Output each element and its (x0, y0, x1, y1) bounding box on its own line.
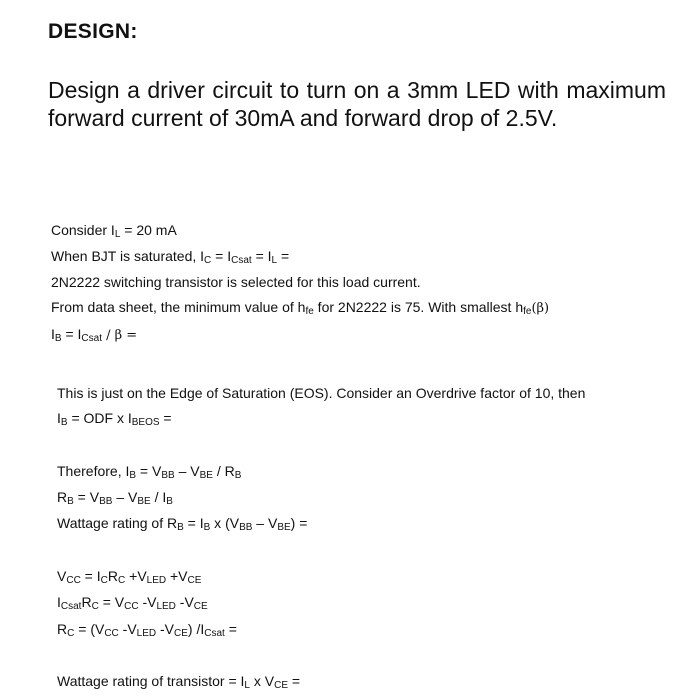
line-rb-wattage: Wattage rating of RB = IB x (VBB – VBE) = (57, 515, 308, 533)
line-rb-equation: RB = VBB – VBE / IB (57, 489, 173, 507)
line-ib-odf: IB = ODF x IBEOS = (57, 410, 172, 428)
section-heading: DESIGN: (48, 20, 138, 43)
line-therefore-ib: Therefore, IB = VBB – VBE / RB (57, 463, 242, 481)
line-datasheet-hfe: From data sheet, the minimum value of hfe for 2N2222 is 75. With smallest hfe(β) (51, 299, 550, 317)
line-vcc-equation: VCC = ICRC +VLED +VCE (57, 568, 202, 586)
line-transistor-selected: 2N2222 switching transistor is selected for this load current. (51, 274, 421, 290)
line-ib-equation: IB = ICsat / β = (51, 326, 138, 344)
line-bjt-saturated: When BJT is saturated, IC = ICsat = IL = (51, 248, 290, 266)
line-consider-il: Consider IL = 20 mA (51, 222, 177, 240)
line-edge-of-saturation: This is just on the Edge of Saturation (EOS). Consider an Overdrive factor of 10, then (57, 385, 586, 401)
line-rc-equation: RC = (VCC -VLED -VCE) /ICsat = (57, 621, 237, 639)
line-transistor-wattage: Wattage rating of transistor = IL x VCE = (57, 673, 301, 691)
problem-statement: Design a driver circuit to turn on a 3mm LED with maximum forward current of 30mA and forward drop of 2.5V. (48, 77, 666, 131)
line-icsat-rc: ICsatRC = VCC -VLED -VCE (57, 594, 208, 612)
